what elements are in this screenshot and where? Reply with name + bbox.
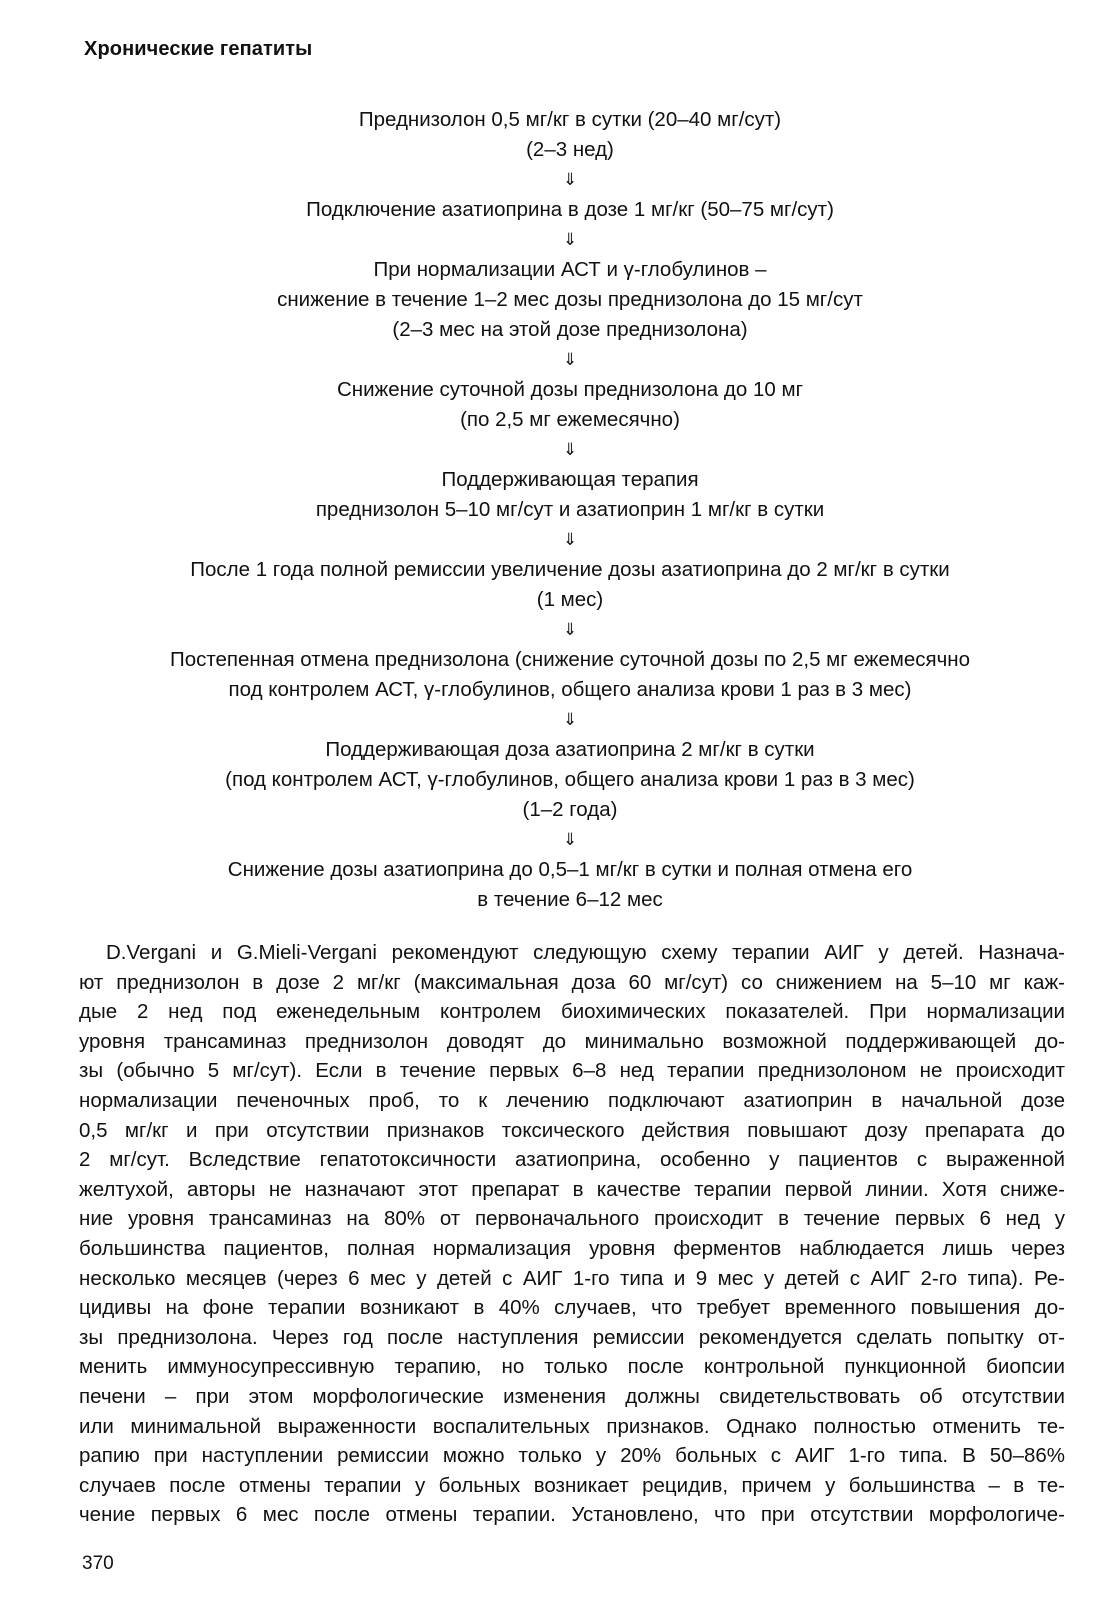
flowchart-step-line: Снижение дозы азатиоприна до 0,5–1 мг/кг в сутки и полная отмена его: [227, 858, 913, 881]
down-arrow-icon: ⇓: [562, 230, 578, 249]
paragraph-line: 0,5 мг/кг и при отсутствии признаков токсического действия повышают дозу препарата до: [79, 1118, 1065, 1142]
paragraph-line: случаев после отмены терапии у больных возникает рецидив, причем у большинства – в те-: [79, 1473, 1065, 1497]
flowchart-step-line: После 1 года полной ремиссии увеличение дозы азатиоприна до 2 мг/кг в сутки: [190, 558, 950, 581]
down-arrow-icon: ⇓: [562, 620, 578, 639]
flowchart-step: [60, 555, 1080, 615]
paragraph-line: большинства пациентов, полная нормализация уровня ферментов наблюдается лишь через: [79, 1236, 1065, 1260]
paragraph-line: зы преднизолона. Через год после наступления ремиссии рекомендуется сделать попытку от-: [79, 1325, 1065, 1349]
paragraph-line: менить иммуносупрессивную терапию, но только после контрольной пункционной биопсии: [79, 1355, 1065, 1379]
down-arrow-icon: ⇓: [562, 440, 578, 459]
body-paragraph: [79, 938, 1065, 1530]
down-arrow-icon: ⇓: [562, 530, 578, 549]
page-number: 370: [82, 1553, 114, 1574]
flowchart-step-line: Преднизолон 0,5 мг/кг в сутки (20–40 мг/сут): [358, 108, 782, 131]
flowchart-step-line: в течение 6–12 мес: [477, 888, 663, 911]
flowchart-step-line: (2–3 нед): [526, 138, 614, 161]
flowchart-step-line: Подключение азатиоприна в дозе 1 мг/кг (50–75 мг/сут): [306, 198, 834, 221]
flowchart-step-line: Поддерживающая доза азатиоприна 2 мг/кг в сутки: [325, 738, 815, 761]
paragraph-line: D.Vergani и G.Mieli-Vergani рекомендуют следующую схему терапии АИГ у детей. Назнача-: [106, 941, 1065, 964]
paragraph-line: дые 2 нед под еженедельным контролем биохимических показателей. При нормализации: [79, 1000, 1065, 1024]
paragraph-line: ют преднизолон в дозе 2 мг/кг (максимальная доза 60 мг/сут) со снижением на 5–10 мг каж-: [79, 970, 1065, 994]
flowchart-step-line: (1–2 года): [522, 798, 618, 821]
flowchart-step-line: Снижение суточной дозы преднизолона до 10 мг: [336, 378, 804, 401]
flowchart-step: [60, 645, 1080, 705]
down-arrow-icon: ⇓: [562, 830, 578, 849]
flowchart-step-line: (под контролем АСТ, γ-глобулинов, общего анализа крови 1 раз в 3 мес): [225, 768, 915, 791]
flowchart-step: [60, 105, 1080, 165]
flowchart-step-line: преднизолон 5–10 мг/сут и азатиоприн 1 мг/кг в сутки: [315, 498, 825, 521]
flowchart-step: [60, 465, 1080, 525]
paragraph-line: рапию при наступлении ремиссии можно только у 20% больных с АИГ 1-го типа. В 50–86%: [79, 1444, 1065, 1468]
paragraph-line: печени – при этом морфологические изменения должны свидетельствовать об отсутствии: [79, 1384, 1065, 1408]
flowchart-step: [60, 195, 1080, 225]
paragraph-line: чение первых 6 мес после отмены терапии. Установлено, что при отсутствии морфологиче-: [79, 1503, 1065, 1527]
down-arrow-icon: ⇓: [562, 350, 578, 369]
flowchart-step-line: (2–3 мес на этой дозе преднизолона): [392, 318, 748, 341]
paragraph-line: ние уровня трансаминаз на 80% от первоначального происходит в течение первых 6 нед у: [79, 1207, 1065, 1231]
flowchart-step: [60, 255, 1080, 345]
paragraph-line: или минимальной выраженности воспалительных признаков. Однако полностью отменить те-: [79, 1414, 1065, 1438]
flowchart-step: [60, 735, 1080, 825]
flowchart-step-line: (по 2,5 мг ежемесячно): [460, 408, 680, 431]
paragraph-line: желтухой, авторы не назначают этот препарат в качестве терапии первой линии. Хотя сниже-: [79, 1177, 1065, 1201]
flowchart-step-line: под контролем АСТ, γ-глобулинов, общего анализа крови 1 раз в 3 мес): [228, 678, 912, 701]
down-arrow-icon: ⇓: [562, 170, 578, 189]
flowchart-step: [60, 855, 1080, 915]
paragraph-line: 2 мг/сут. Вследствие гепатотоксичности азатиоприна, особенно у пациентов с выраженной: [79, 1148, 1065, 1172]
paragraph-line: нормализации печеночных проб, то к лечению подключают азатиоприн в начальной дозе: [79, 1088, 1065, 1112]
flowchart-step-line: снижение в течение 1–2 мес дозы преднизолона до 15 мг/сут: [277, 288, 863, 311]
flowchart-step-line: Постепенная отмена преднизолона (снижение суточной дозы по 2,5 мг ежемесячно: [169, 648, 970, 671]
paragraph-line: несколько месяцев (через 6 мес у детей с АИГ 1-го типа и 9 мес у детей с АИГ 2-го типа). Ре-: [79, 1266, 1065, 1290]
paragraph-line: цидивы на фоне терапии возникают в 40% случаев, что требует временного повышения до-: [79, 1296, 1065, 1320]
flowchart-step-line: Поддерживающая терапия: [441, 468, 699, 491]
flowchart-step-line: (1 мес): [536, 588, 604, 611]
flowchart-step: [60, 375, 1080, 435]
running-head: Хронические гепатиты: [84, 38, 313, 60]
treatment-flowchart: [60, 105, 1080, 915]
down-arrow-icon: ⇓: [562, 710, 578, 729]
flowchart-step-line: При нормализации АСТ и γ-глобулинов –: [373, 258, 767, 281]
paragraph-line: зы (обычно 5 мг/сут). Если в течение первых 6–8 нед терапии преднизолоном не происходит: [79, 1059, 1065, 1083]
paragraph-line: уровня трансаминаз преднизолон доводят до минимально возможной поддерживающей до-: [79, 1029, 1065, 1053]
